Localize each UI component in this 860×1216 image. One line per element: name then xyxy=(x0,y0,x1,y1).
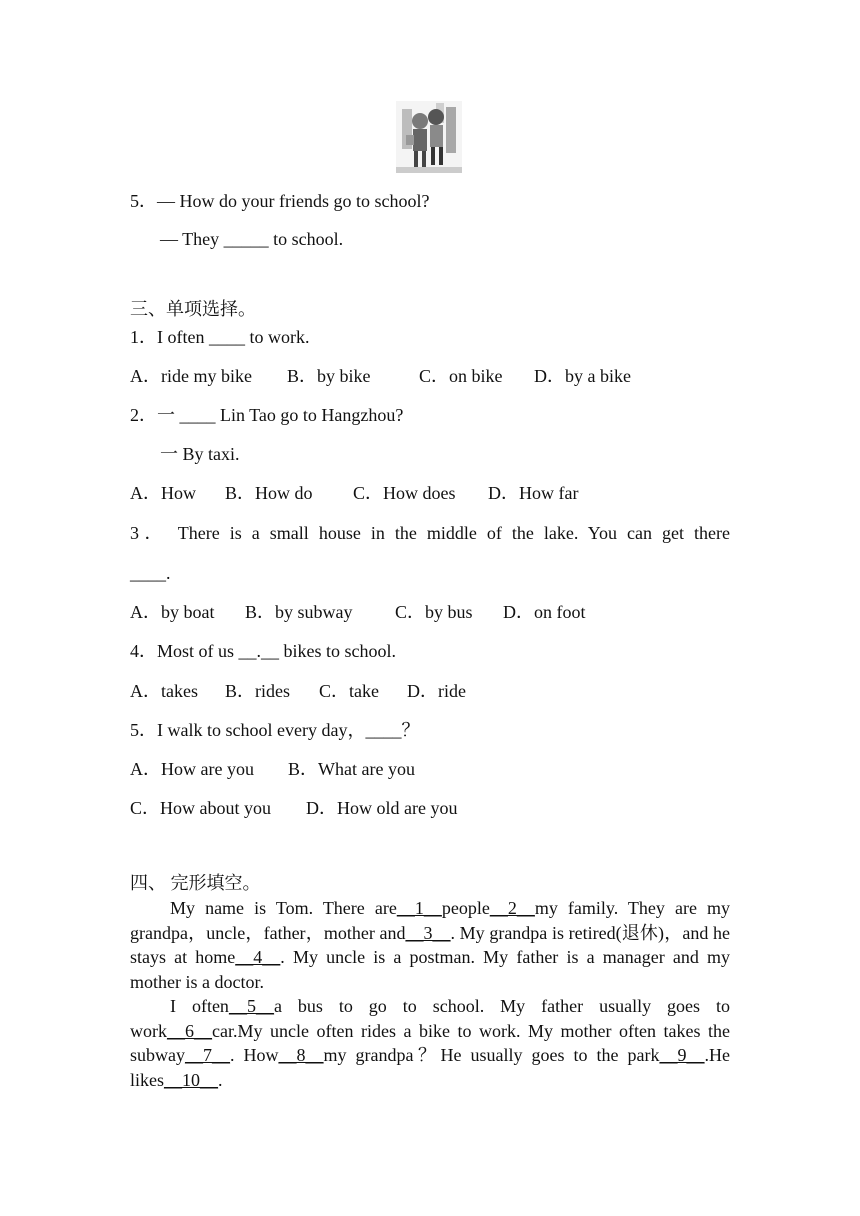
q4-option-d: D．ride xyxy=(407,681,466,701)
q5-options-row2 xyxy=(130,797,457,819)
q5-option-c: C．How about you xyxy=(130,798,271,818)
q1-option-c: C．on bike xyxy=(419,366,503,386)
q2-option-a: A．How xyxy=(130,483,196,503)
q5-stem: 5．I walk to school every day，____？ xyxy=(130,720,420,740)
q4-stem: 4．Most of us __.__ bikes to school. xyxy=(130,641,397,661)
q3-stem-line1: 3． There is a small house in the middle of the lake. You can get there xyxy=(130,523,730,543)
q1-option-b: B．by bike xyxy=(287,366,371,386)
q3-option-c: C．by bus xyxy=(395,602,473,622)
cloze-blank-3: __3__ xyxy=(405,922,451,943)
q3-option-d: D．on foot xyxy=(503,602,586,622)
children-walking-illustration xyxy=(396,101,462,173)
q4-option-a: A．takes xyxy=(130,681,198,701)
q4-option-c: C．take xyxy=(319,681,379,701)
q2-stem-line2: 一 By taxi. xyxy=(160,444,240,464)
cloze-blank-8: __8__ xyxy=(278,1045,324,1065)
q2-stem-line1: 2．一 ____ Lin Tao go to Hangzhou? xyxy=(130,405,404,425)
q5-option-b: B．What are you xyxy=(288,759,415,779)
cloze-blank-2: __2__ xyxy=(489,898,535,918)
q5-line2: — They _____ to school. xyxy=(160,229,344,249)
q5-line1: 5．— How do your friends go to school? xyxy=(130,191,430,211)
section3-heading: 三、单项选择。 xyxy=(130,299,256,319)
q4-option-b: B．rides xyxy=(225,681,290,701)
q2-option-b: B．How do xyxy=(225,483,313,503)
q5-option-a: A．How are you xyxy=(130,759,254,779)
q2-options xyxy=(130,482,578,504)
q2-option-d: D．How far xyxy=(488,483,579,503)
cloze-paragraph-1: My name is Tom. There are__1__people__2__my family. They are my grandpa，uncle，father，mother and__3__. My grandpa is retired(退休)，and he stays at home__4__. My uncle is a postman. My father is a manager and my mother is a doctor. xyxy=(130,898,731,992)
q5-options-row1 xyxy=(130,758,415,780)
q3-option-a: A．by boat xyxy=(130,602,215,622)
q1-option-d: D．by a bike xyxy=(534,366,631,386)
q3-options xyxy=(130,601,586,623)
cloze-blank-1: __1__ xyxy=(396,898,442,918)
q3-stem-line2: ____. xyxy=(130,563,171,583)
cloze-blank-6: __6__ xyxy=(167,1020,212,1041)
cloze-blank-7: __7__ xyxy=(185,1045,230,1065)
q2-option-c: C．How does xyxy=(353,483,456,503)
cloze-blank-4: __4__ xyxy=(235,947,281,967)
section4-heading: 四、 完形填空。 xyxy=(130,873,261,893)
cloze-blank-9: __9__ xyxy=(659,1045,705,1065)
q1-options xyxy=(130,365,631,387)
q3-option-b: B．by subway xyxy=(245,602,353,622)
q1-option-a: A．ride my bike xyxy=(130,366,252,386)
cloze-blank-10: __10__ xyxy=(164,1069,218,1090)
cloze-paragraph-2: I often__5__a bus to go to school. My father usually goes to work__6__car.My uncle often rides a bike to work. My mother often takes the subway__7__. How__8__my grandpa？He usually goes to the park__9__.He likes__10__. xyxy=(130,996,730,1090)
q5-option-d: D．How old are you xyxy=(306,798,458,818)
cloze-blank-5: __5__ xyxy=(228,996,274,1016)
q4-options xyxy=(130,680,466,702)
q1-stem: 1．I often ____ to work. xyxy=(130,327,310,347)
